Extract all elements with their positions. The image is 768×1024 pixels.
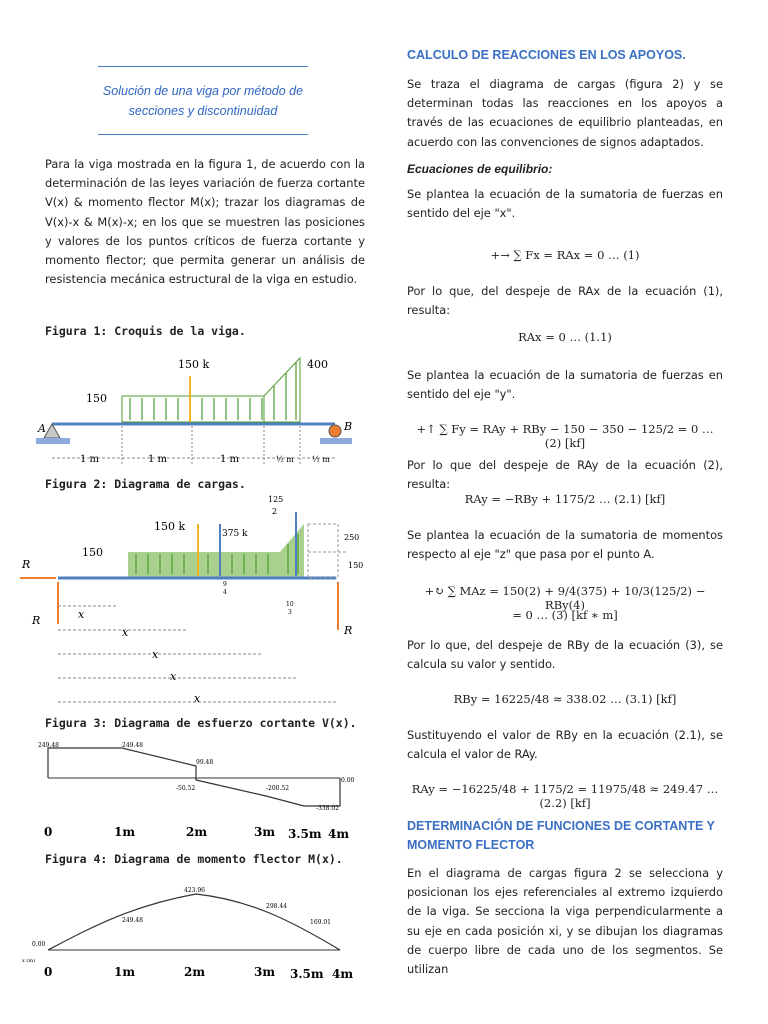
equation-5a: +↻ ∑ MAz = 150(2) + 9/4(375) + 10/3(125/2) − RBy(4) bbox=[424, 584, 706, 612]
equation-5b: = 0 … (3) [kf ∗ m] bbox=[512, 608, 618, 622]
x1-label: x bbox=[78, 608, 85, 621]
dim-4: ½ m bbox=[276, 455, 294, 464]
side-150-label: 150 bbox=[348, 561, 364, 570]
moment-label-1: 249.48 bbox=[122, 917, 143, 924]
moment-label-4: 169.01 bbox=[310, 919, 331, 926]
uniform-load-label-2: 150 bbox=[82, 546, 103, 559]
dim-5: ½ m bbox=[312, 455, 330, 464]
equation-2: RAx = 0 … (1.1) bbox=[518, 330, 612, 344]
rax-label: R bbox=[22, 558, 31, 571]
paragraph-3: Por lo que, del despeje de RAx de la ecuación (1), resulta: bbox=[407, 284, 723, 318]
equation-6: RBy = 16225/48 ≈ 338.02 … (3.1) [kf] bbox=[453, 692, 677, 706]
paragraph-7: Por lo que, del despeje de RBy de la ecuación (3), se calcula su valor y sentido. bbox=[407, 638, 723, 672]
figure-1-caption: Figura 1: Croquis de la viga. bbox=[45, 324, 246, 338]
subheading-equilibrium: Ecuaciones de equilibrio: bbox=[407, 161, 553, 176]
shear-curve bbox=[48, 748, 340, 806]
paragraph-9: En el diagrama de cargas figura 2 se selecciona y posicionan los ejes referenciales al extremo izquierdo de la viga. Se secciona la viga perpendicularmente a su eje en cada posición xi, y se dibujan los diagramas de cuerpo libre de cada uno de los segmentos. Se utilizan bbox=[407, 866, 723, 977]
equation-7: RAy = −16225/48 + 1175/2 = 11975/48 ≈ 249.47 … (2.2) [kf] bbox=[411, 782, 719, 810]
moment-label-3: 298.44 bbox=[266, 903, 287, 910]
paragraph-2: Se plantea la ecuación de la sumatoria de fuerzas en sentido del eje "x". bbox=[407, 186, 723, 221]
dim-1: 1 m bbox=[80, 454, 100, 465]
support-b-label: B bbox=[344, 420, 353, 433]
uniform-load-block bbox=[122, 396, 264, 422]
heading-reactions: CALCULO DE REACCIONES EN LOS APOYOS. bbox=[407, 48, 686, 62]
equation-4: RAy = −RBy + 1175/2 … (2.1) [kf] bbox=[464, 492, 666, 506]
shear-tick-5: 4m bbox=[328, 827, 350, 840]
shear-label-0: 249.48 bbox=[38, 742, 59, 749]
p125-den-label: 2 bbox=[272, 507, 278, 516]
x10-3-den: 3 bbox=[288, 609, 292, 616]
shear-tick-0: 0 bbox=[44, 825, 53, 839]
x10-3-num: 10 bbox=[286, 601, 294, 608]
uniform-load-label: 150 bbox=[86, 392, 107, 405]
moment-label-0: 0.00 bbox=[32, 941, 46, 948]
paragraph-5: Por lo que del despeje de RAy de la ecuación (2), resulta: bbox=[407, 458, 723, 492]
support-b-ground bbox=[320, 438, 352, 444]
shear-tick-2: 2m bbox=[186, 825, 208, 839]
x5-label: x bbox=[194, 692, 201, 705]
paragraph-1: Se traza el diagrama de cargas (figura 2) y se determinan todas las reacciones en los apoyos a través de las ecuaciones de equilibrio planteadas, en acuerdo con las convenciones de signos adaptados. bbox=[407, 77, 723, 149]
p125-label: 125 bbox=[268, 495, 284, 504]
shear-tick-1: 1m bbox=[114, 825, 136, 839]
intro-paragraph: Para la viga mostrada en la figura 1, de acuerdo con la determinación de las leyes variación de fuerza cortante V(x) & momento flector M(x); trazar los diagramas de V(x)-x & M(x)-x; en los que se muestren las posiciones y valores de los puntos críticos de fuerza cortante y momento flector; que permita generar un análisis de resistencia mecánica estructural de la viga en estudio. bbox=[45, 157, 365, 287]
triangular-load-block bbox=[264, 358, 300, 422]
load-arrows bbox=[130, 362, 296, 420]
x9-4-num: 9 bbox=[223, 581, 227, 588]
support-b-roller bbox=[329, 425, 341, 437]
x9-4-den: 4 bbox=[223, 589, 227, 596]
moment-tick-2: 2m bbox=[184, 965, 206, 979]
shear-tick-3: 3m bbox=[254, 825, 276, 839]
moment-tick-5: 4m bbox=[332, 967, 354, 981]
paragraph-4: Se plantea la ecuación de la sumatoria de fuerzas en sentido del eje "y". bbox=[407, 368, 723, 402]
figure-4-caption: Figura 4: Diagrama de momento flector M(x). bbox=[45, 852, 343, 866]
moment-tick-4: 3.5m bbox=[290, 967, 324, 981]
shear-label-2: 99.48 bbox=[196, 759, 214, 766]
side-250-label: 250 bbox=[344, 533, 360, 542]
shear-label-4: -200.52 bbox=[266, 785, 290, 792]
paragraph-8: Sustituyendo el valor de RBy en la ecuación (2.1), se calcula el valor de RAy. bbox=[407, 728, 723, 762]
document-title-box bbox=[98, 66, 308, 135]
support-a-label: A bbox=[38, 422, 46, 435]
shear-tick-4: 3.5m bbox=[288, 827, 322, 840]
x3-label: x bbox=[152, 648, 159, 661]
uniform-load-fill bbox=[128, 552, 280, 578]
support-a-ground bbox=[36, 438, 70, 444]
shear-label-1: 249.48 bbox=[122, 742, 143, 749]
document-title: Solución de una viga por método de secciones y discontinuidad bbox=[102, 84, 304, 118]
paragraph-6: Se plantea la ecuación de la sumatoria de momentos respecto al eje "z" que pasa por el punto A. bbox=[407, 528, 723, 562]
figure-2-caption: Figura 2: Diagrama de cargas. bbox=[45, 477, 246, 491]
x2-label: x bbox=[122, 626, 129, 639]
heading-functions: DETERMINACIÓN DE FUNCIONES DE CORTANTE Y MOMENTO FLECTOR bbox=[407, 819, 715, 852]
equation-3: +↑ ∑ Fy = RAy + RBy − 150 − 350 − 125/2 = 0 … (2) [kf] bbox=[416, 422, 714, 450]
triangular-load-fill bbox=[280, 524, 304, 578]
left-column bbox=[45, 66, 365, 289]
triangular-load-label: 400 bbox=[307, 358, 328, 371]
right-column bbox=[407, 46, 723, 223]
p375-label: 375 k bbox=[222, 529, 248, 539]
point-load-label: 150 k bbox=[178, 358, 210, 371]
support-a-pin bbox=[44, 424, 60, 438]
moment-label-2: 423.96 bbox=[184, 887, 205, 894]
ray-label: R bbox=[32, 614, 41, 627]
shear-label-5: -338.02 bbox=[316, 805, 340, 812]
moment-axis-label: x (m) bbox=[22, 958, 36, 964]
equation-1: +→ ∑ Fx = RAx = 0 … (1) bbox=[490, 248, 640, 262]
figure-1-beam-sketch bbox=[30, 346, 365, 471]
dim-2: 1 m bbox=[148, 454, 168, 465]
point-load-label-2: 150 k bbox=[154, 520, 186, 533]
moment-curve bbox=[48, 894, 340, 950]
moment-tick-3: 3m bbox=[254, 965, 276, 979]
figure-2-load-diagram bbox=[18, 494, 378, 708]
shear-label-6: 0.00 bbox=[341, 777, 355, 784]
moment-tick-1: 1m bbox=[114, 965, 136, 979]
figure-4-moment-diagram bbox=[20, 876, 360, 986]
moment-tick-0: 0 bbox=[44, 965, 53, 979]
dim-3: 1 m bbox=[220, 454, 240, 465]
rby-label: R bbox=[344, 624, 353, 637]
figure-3-caption: Figura 3: Diagrama de esfuerzo cortante V(x). bbox=[45, 716, 357, 730]
shear-label-3: -50.52 bbox=[176, 785, 196, 792]
figure-3-shear-diagram bbox=[30, 740, 360, 840]
x4-label: x bbox=[170, 670, 177, 683]
